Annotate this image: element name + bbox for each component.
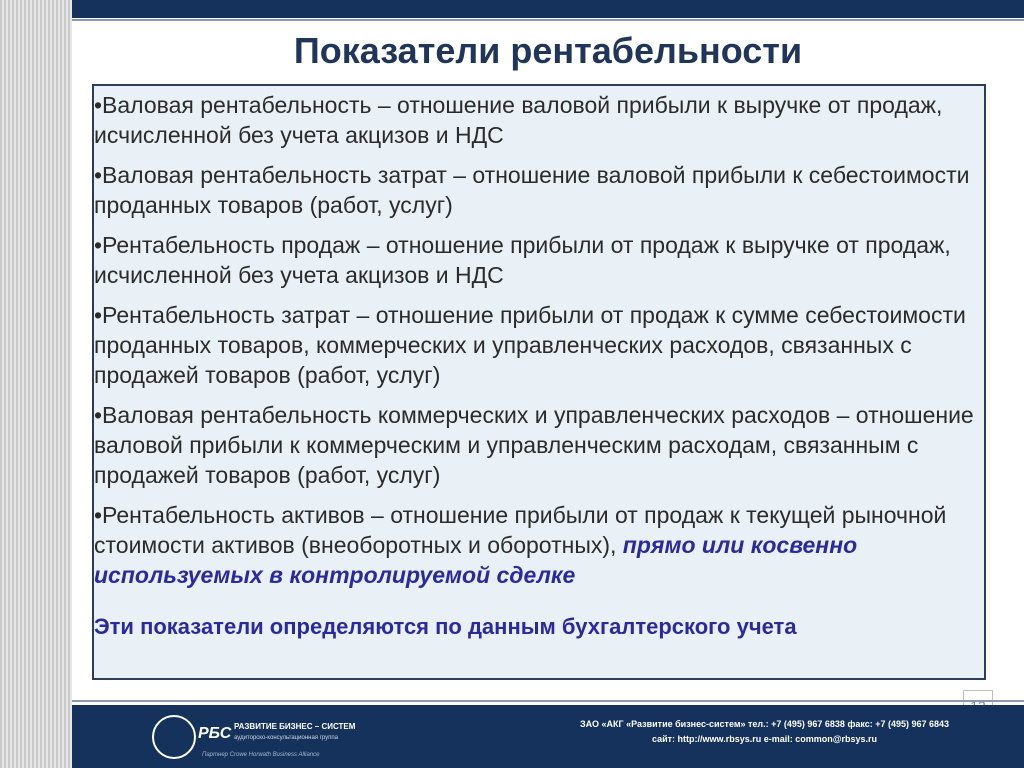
list-item-sales-profitability: •Рентабельность продаж – отношение прибыли от продаж к выручке от продаж, исчисленной без учета акцизов и НДС [94, 232, 951, 288]
asset-profitability-emphasis: прямо или косвенно используемых в контролируемой сделке [94, 532, 858, 588]
list-item-asset-profitability [94, 500, 976, 590]
asset-profitability-text: •Рентабельность активов – отношение прибыли от продаж к текущей рыночной стоимости активов (внеоборотных и оборотных), [94, 502, 947, 558]
contact-phone-line: ЗАО «АКГ «Развитие бизнес-систем» тел.: +7 (495) 967 6838 факс: +7 (495) 967 6843 [580, 719, 950, 729]
header-band [72, 0, 1024, 18]
logo-subtitle: аудиторско-консультационная группа [234, 735, 338, 741]
logo-partner-line: Партнер Crowe Horwath Business Alliance [202, 752, 320, 758]
list-item-cost-profitability: •Рентабельность затрат – отношение прибыли от продаж к сумме себестоимости проданных товаров, коммерческих и управленческих расходов, связанных с продажей товаров (работ, услуг) [94, 302, 966, 388]
list-item-gross-profitability: •Валовая рентабельность – отношение валовой прибыли к выручке от продаж, исчисленной без учета акцизов и НДС [94, 92, 943, 148]
globe-logo-icon [152, 715, 196, 759]
footer-band [72, 705, 1024, 768]
accounting-note: Эти показатели определяются по данным бухгалтерского учета [94, 614, 797, 639]
header-rule [72, 19, 1024, 21]
left-decorative-stripe [0, 0, 72, 768]
content-box [92, 84, 986, 680]
contact-web-line: сайт: http://www.rbsys.ru e-mail: common@rbsys.ru [652, 734, 878, 744]
slide-title: Показатели рентабельности [293, 30, 803, 71]
list-item-gross-cost-profitability: •Валовая рентабельность затрат – отношение валовой прибыли к себестоимости проданных товаров (работ, услуг) [94, 162, 970, 218]
logo-company-name: РАЗВИТИЕ БИЗНЕС – СИСТЕМ [234, 722, 356, 731]
list-item-gross-expense-profitability: •Валовая рентабельность коммерческих и управленческих расходов – отношение валовой прибыли к коммерческим и управленческим расходам, связанным с продажей товаров (работ, услуг) [94, 402, 974, 488]
footer-rule [72, 700, 1024, 702]
logo-abbreviation: РБС [198, 725, 232, 742]
